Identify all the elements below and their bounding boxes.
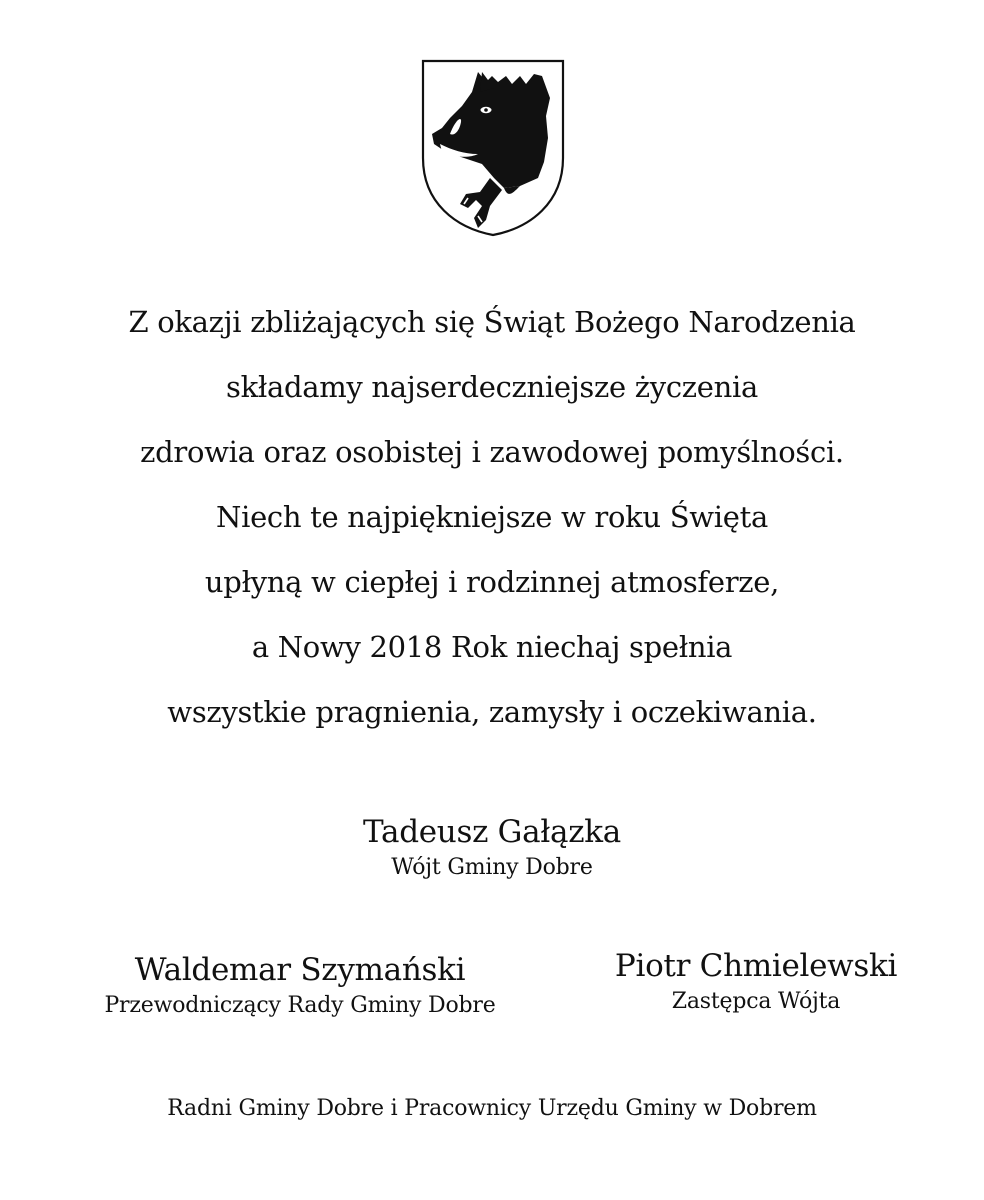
- greeting-line: Z okazji zbliżających się Świąt Bożego Narodzenia: [128, 305, 856, 339]
- signatory-role: Zastępca Wójta: [671, 989, 841, 1014]
- signatory-role: Przewodniczący Rady Gminy Dobre: [104, 993, 496, 1018]
- signatory-name: Piotr Chmielewski: [614, 948, 898, 984]
- signature-deputy-mayor: [556, 946, 956, 1018]
- footer-text: Radni Gminy Dobre i Pracownicy Urzędu Gminy w Dobrem: [167, 1096, 817, 1121]
- signature-council-chairman: [70, 950, 530, 1022]
- greeting-line: składamy najserdeczniejsze życzenia: [226, 370, 758, 404]
- boar-coat-of-arms-icon: [420, 58, 566, 238]
- signatory-name: Waldemar Szymański: [134, 952, 466, 988]
- coat-of-arms: [420, 58, 566, 238]
- signature-mayor: [292, 812, 692, 884]
- greeting-text: [0, 290, 984, 745]
- greeting-line: a Nowy 2018 Rok niechaj spełnia: [251, 630, 733, 664]
- greeting-line: zdrowia oraz osobistej i zawodowej pomyślności.: [140, 435, 844, 469]
- greeting-line: wszystkie pragnienia, zamysły i oczekiwania.: [167, 695, 817, 729]
- signatory-name: Tadeusz Gałązka: [363, 814, 621, 850]
- greeting-line: upłyną w ciepłej i rodzinnej atmosferze,: [204, 565, 780, 599]
- greeting-line: Niech te najpiękniejsze w roku Święta: [216, 500, 768, 534]
- signatory-role: Wójt Gminy Dobre: [391, 855, 593, 880]
